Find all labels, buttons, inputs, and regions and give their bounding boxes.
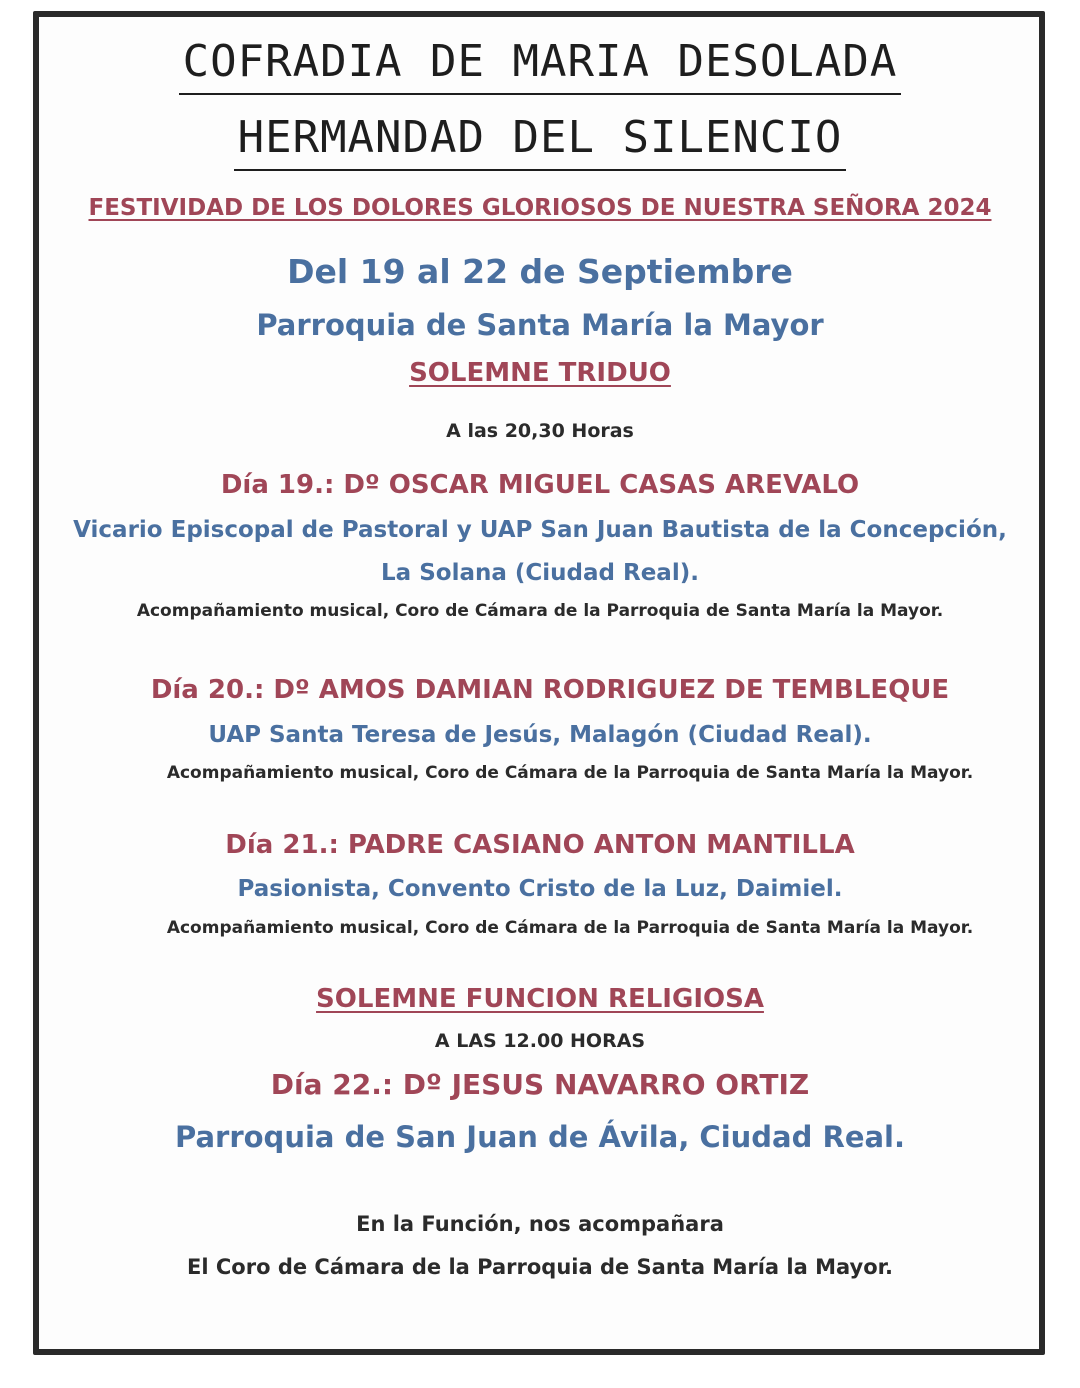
header-line1: COFRADIA DE MARIA DESOLADA xyxy=(179,36,902,95)
day-21-detail: Pasionista, Convento Cristo de la Luz, Daimiel. xyxy=(237,876,843,902)
day-19-detail-2: La Solana (Ciudad Real). xyxy=(381,560,699,586)
day-22-detail: Parroquia de San Juan de Ávila, Ciudad Real. xyxy=(174,1120,906,1154)
day-22-heading: Día 22.: Dº JESUS NAVARRO ORTIZ xyxy=(270,1068,810,1101)
header-subtitle xyxy=(0,112,1080,171)
header-title xyxy=(0,36,1080,95)
day-19-detail: Vicario Episcopal de Pastoral y UAP San Juan Bautista de la Concepción, xyxy=(73,517,1007,543)
festividad-title: FESTIVIDAD DE LOS DOLORES GLORIOSOS DE NUESTRA SEÑORA 2024 xyxy=(88,195,992,221)
day-20-heading: Día 20.: Dº AMOS DAMIAN RODRIGUEZ DE TEMBLEQUE xyxy=(150,675,950,705)
event-parish: Parroquia de Santa María la Mayor xyxy=(256,308,824,342)
triduo-time: A las 20,30 Horas xyxy=(446,420,634,442)
event-dates: Del 19 al 22 de Septiembre xyxy=(287,252,793,291)
closing-line1: En la Función, nos acompañara xyxy=(356,1212,724,1236)
header-line2: HERMANDAD DEL SILENCIO xyxy=(234,112,847,171)
triduo-title: SOLEMNE TRIDUO xyxy=(409,358,671,388)
day-19-music: Acompañamiento musical, Coro de Cámara de la Parroquia de Santa María la Mayor. xyxy=(136,601,944,621)
day-20-detail: UAP Santa Teresa de Jesús, Malagón (Ciudad Real). xyxy=(208,722,872,748)
closing-line2: El Coro de Cámara de la Parroquia de Santa María la Mayor. xyxy=(187,1255,893,1279)
day-21-heading: Día 21.: PADRE CASIANO ANTON MANTILLA xyxy=(225,830,855,860)
day-21-music: Acompañamiento musical, Coro de Cámara de la Parroquia de Santa María la Mayor. xyxy=(166,918,974,938)
day-19-heading: Día 19.: Dº OSCAR MIGUEL CASAS AREVALO xyxy=(220,470,860,500)
day-20-music: Acompañamiento musical, Coro de Cámara de la Parroquia de Santa María la Mayor. xyxy=(166,763,974,783)
funcion-time: A LAS 12.00 HORAS xyxy=(434,1030,646,1052)
funcion-title: SOLEMNE FUNCION RELIGIOSA xyxy=(316,984,764,1014)
